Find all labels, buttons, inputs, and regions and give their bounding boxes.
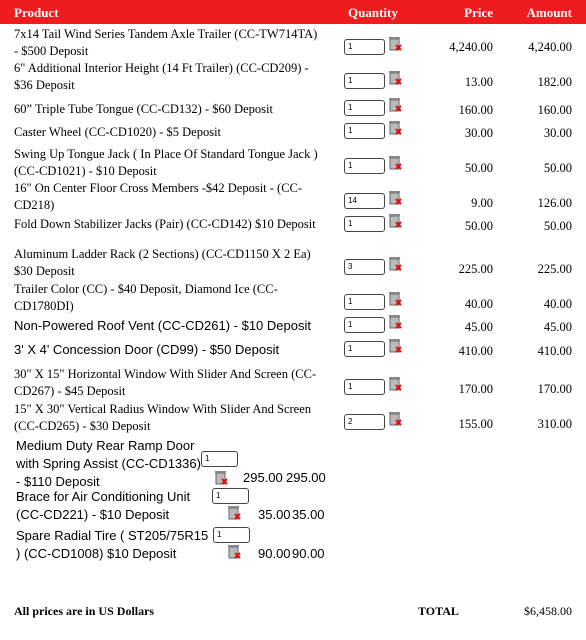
item-price: 410.00 bbox=[458, 344, 493, 358]
trash-icon[interactable] bbox=[388, 120, 402, 136]
item-amount: 170.00 bbox=[537, 382, 572, 396]
product-name: Non-Powered Roof Vent (CC-CD261) - $10 Deposit bbox=[14, 318, 311, 333]
trash-icon[interactable] bbox=[388, 314, 402, 330]
item-amount: 295.00 bbox=[286, 470, 326, 485]
item-amount: 4,240.00 bbox=[528, 40, 572, 54]
trash-icon[interactable] bbox=[214, 470, 228, 486]
trash-icon[interactable] bbox=[388, 338, 402, 354]
trash-icon[interactable] bbox=[388, 376, 402, 392]
product-name: Fold Down Stabilizer Jacks (Pair) (CC-CD142) $10 Deposit bbox=[14, 217, 316, 231]
product-name: 3' X 4' Concession Door (CD99) - $50 Deposit bbox=[14, 342, 280, 357]
trash-icon[interactable] bbox=[388, 97, 402, 113]
product-name: Swing Up Tongue Jack ( In Place Of Standard Tongue Jack ) (CC-CD1021) - $10 Deposit bbox=[14, 147, 318, 178]
item-price: 4,240.00 bbox=[449, 40, 493, 54]
item-amount: 225.00 bbox=[537, 262, 572, 276]
item-amount: 50.00 bbox=[543, 219, 572, 233]
quantity-input[interactable]: 2 bbox=[344, 414, 385, 430]
product-name: 15" X 30" Vertical Radius Window With Slider And Screen (CC-CD265) - $30 Deposit bbox=[14, 402, 312, 433]
quantity-input[interactable]: 1 bbox=[344, 73, 385, 89]
item-price: 225.00 bbox=[458, 262, 493, 276]
product-name: Brace for Air Conditioning Unit (CC-CD221) - $10 Deposit bbox=[16, 489, 191, 522]
item-price: 13.00 bbox=[464, 75, 493, 89]
trash-icon[interactable] bbox=[388, 36, 402, 52]
product-name: Caster Wheel (CC-CD1020) - $5 Deposit bbox=[14, 125, 222, 139]
quantity-input[interactable]: 1 bbox=[344, 294, 385, 310]
item-amount: 410.00 bbox=[537, 344, 572, 358]
quantity-input[interactable]: 14 bbox=[344, 193, 385, 209]
product-name: 7x14 Tail Wind Series Tandem Axle Trailer (CC-TW714TA) - $500 Deposit bbox=[14, 27, 318, 58]
item-amount: 50.00 bbox=[543, 161, 572, 175]
product-name: Medium Duty Rear Ramp Door with Spring Assist (CC-CD1336) - $110 Deposit bbox=[16, 438, 201, 489]
item-amount: 40.00 bbox=[543, 297, 572, 311]
cart-header bbox=[0, 0, 586, 24]
item-price: 9.00 bbox=[471, 196, 493, 210]
quantity-input[interactable]: 1 bbox=[212, 488, 249, 504]
trash-icon[interactable] bbox=[388, 411, 402, 427]
item-price: 45.00 bbox=[464, 320, 493, 334]
item-amount: 160.00 bbox=[537, 103, 572, 117]
item-amount: 35.00 bbox=[292, 507, 325, 522]
item-amount: 45.00 bbox=[543, 320, 572, 334]
currency-note: All prices are in US Dollars bbox=[14, 604, 155, 618]
item-amount: 126.00 bbox=[537, 196, 572, 210]
quantity-input[interactable]: 1 bbox=[344, 158, 385, 174]
item-price: 170.00 bbox=[458, 382, 493, 396]
item-price: 40.00 bbox=[464, 297, 493, 311]
item-amount: 90.00 bbox=[292, 546, 325, 561]
header-amount: Amount bbox=[526, 5, 572, 20]
header-price: Price bbox=[464, 5, 493, 20]
quantity-input[interactable]: 1 bbox=[344, 341, 385, 357]
quantity-input[interactable]: 1 bbox=[344, 39, 385, 55]
product-name: 6" Additional Interior Height (14 Ft Trailer) (CC-CD209) - $36 Deposit bbox=[14, 61, 309, 92]
item-price: 295.00 bbox=[243, 470, 283, 485]
item-price: 155.00 bbox=[458, 417, 493, 431]
item-price: 50.00 bbox=[464, 219, 493, 233]
quantity-input[interactable]: 1 bbox=[344, 379, 385, 395]
item-price: 35.00 bbox=[258, 507, 291, 522]
trash-icon[interactable] bbox=[227, 505, 241, 521]
product-name: 30" X 15" Horizontal Window With Slider And Screen (CC-CD267) - $45 Deposit bbox=[14, 367, 317, 398]
item-price: 30.00 bbox=[464, 126, 493, 140]
trash-icon[interactable] bbox=[388, 155, 402, 171]
item-amount: 310.00 bbox=[537, 417, 572, 431]
quantity-input[interactable]: 1 bbox=[344, 123, 385, 139]
trash-icon[interactable] bbox=[227, 544, 241, 560]
item-price: 50.00 bbox=[464, 161, 493, 175]
quantity-input[interactable]: 1 bbox=[201, 451, 238, 467]
total-value: $6,458.00 bbox=[524, 604, 572, 618]
trash-icon[interactable] bbox=[388, 291, 402, 307]
header-product: Product bbox=[14, 5, 59, 20]
product-name: 16" On Center Floor Cross Members -$42 Deposit - (CC-CD218) bbox=[14, 181, 303, 212]
item-amount: 182.00 bbox=[537, 75, 572, 89]
item-amount: 30.00 bbox=[543, 126, 572, 140]
total-label: TOTAL bbox=[418, 604, 459, 618]
product-name: 60” Triple Tube Tongue (CC-CD132) - $60 Deposit bbox=[14, 102, 273, 116]
quantity-input[interactable]: 1 bbox=[213, 527, 250, 543]
product-name: Aluminum Ladder Rack (2 Sections) (CC-CD1150 X 2 Ea) $30 Deposit bbox=[14, 247, 311, 278]
item-price: 90.00 bbox=[258, 546, 291, 561]
product-name: Trailer Color (CC) - $40 Deposit, Diamond Ice (CC-CD1780DI) bbox=[14, 282, 278, 313]
item-price: 160.00 bbox=[458, 103, 493, 117]
quantity-input[interactable]: 1 bbox=[344, 317, 385, 333]
header-quantity: Quantity bbox=[348, 5, 398, 20]
quantity-input[interactable]: 1 bbox=[344, 100, 385, 116]
trash-icon[interactable] bbox=[388, 213, 402, 229]
quantity-input[interactable]: 1 bbox=[344, 216, 385, 232]
product-name: Spare Radial Tire ( ST205/75R15 ) (CC-CD1008) $10 Deposit bbox=[16, 528, 209, 561]
quantity-input[interactable]: 3 bbox=[344, 259, 385, 275]
trash-icon[interactable] bbox=[388, 190, 402, 206]
trash-icon[interactable] bbox=[388, 256, 402, 272]
trash-icon[interactable] bbox=[388, 70, 402, 86]
